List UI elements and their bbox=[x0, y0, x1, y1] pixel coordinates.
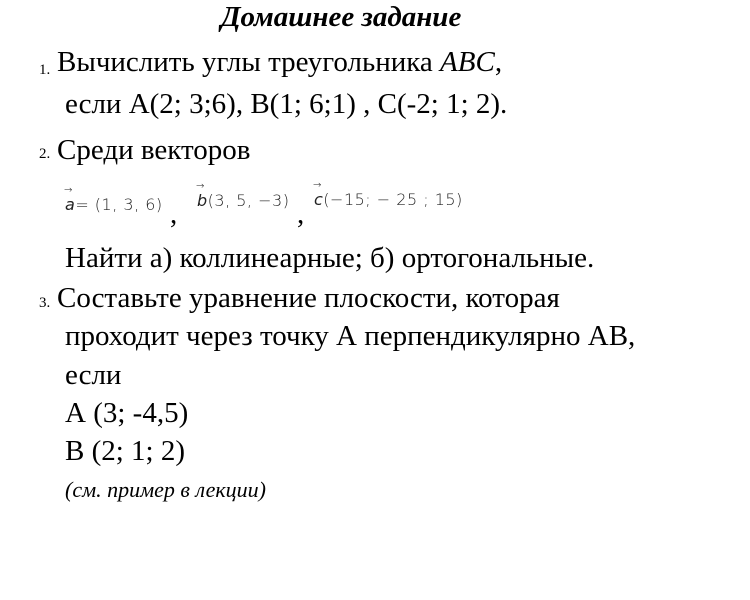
task1-line1-text: Вычислить углы треугольника bbox=[57, 46, 441, 78]
vector-b bbox=[196, 181, 290, 210]
task2-line1: Среди векторов bbox=[57, 134, 251, 166]
task1-triangle-name: ABC bbox=[440, 46, 495, 78]
vector-b-coords: (3, 5, −3) bbox=[207, 191, 290, 210]
page-title: Домашнее задание bbox=[220, 1, 462, 33]
vector-arrow-icon: → bbox=[64, 185, 73, 196]
task1-line2: если А(2; 3;6), В(1; 6;1) , С(-2; 1; 2). bbox=[65, 88, 508, 120]
vector-a bbox=[64, 185, 163, 214]
task1-number: 1. bbox=[39, 62, 51, 78]
vector-a-symbol: → a bbox=[64, 185, 76, 214]
vector-arrow-icon: → bbox=[313, 180, 322, 191]
vector-arrow-icon: → bbox=[196, 181, 205, 192]
vector-c bbox=[313, 180, 463, 209]
vector-a-coords: = (1, 3, 6) bbox=[75, 195, 163, 214]
task3-line1: Составьте уравнение плоскости, которая bbox=[57, 282, 560, 314]
vector-separator: , bbox=[297, 198, 305, 230]
vector-b-symbol: → b bbox=[196, 181, 208, 210]
task3-line2: проходит через точку А перпендикулярно АВ, bbox=[65, 320, 636, 352]
task3-line3: если bbox=[65, 359, 122, 391]
point-b: В (2; 1; 2) bbox=[65, 435, 186, 467]
task2-line3: Найти а) коллинеарные; б) ортогональные. bbox=[65, 242, 595, 274]
task3-number: 3. bbox=[39, 295, 51, 311]
lecture-note: (см. пример в лекции) bbox=[65, 477, 267, 502]
vector-separator: , bbox=[170, 198, 178, 230]
task1-line1-end: , bbox=[494, 46, 503, 78]
vector-c-coords: (−15; − 25 ; 15) bbox=[323, 190, 463, 209]
task1-line1 bbox=[57, 46, 502, 79]
task2-number: 2. bbox=[39, 146, 51, 162]
vector-c-symbol: → c bbox=[313, 180, 324, 209]
point-a: А (3; -4,5) bbox=[65, 397, 189, 429]
